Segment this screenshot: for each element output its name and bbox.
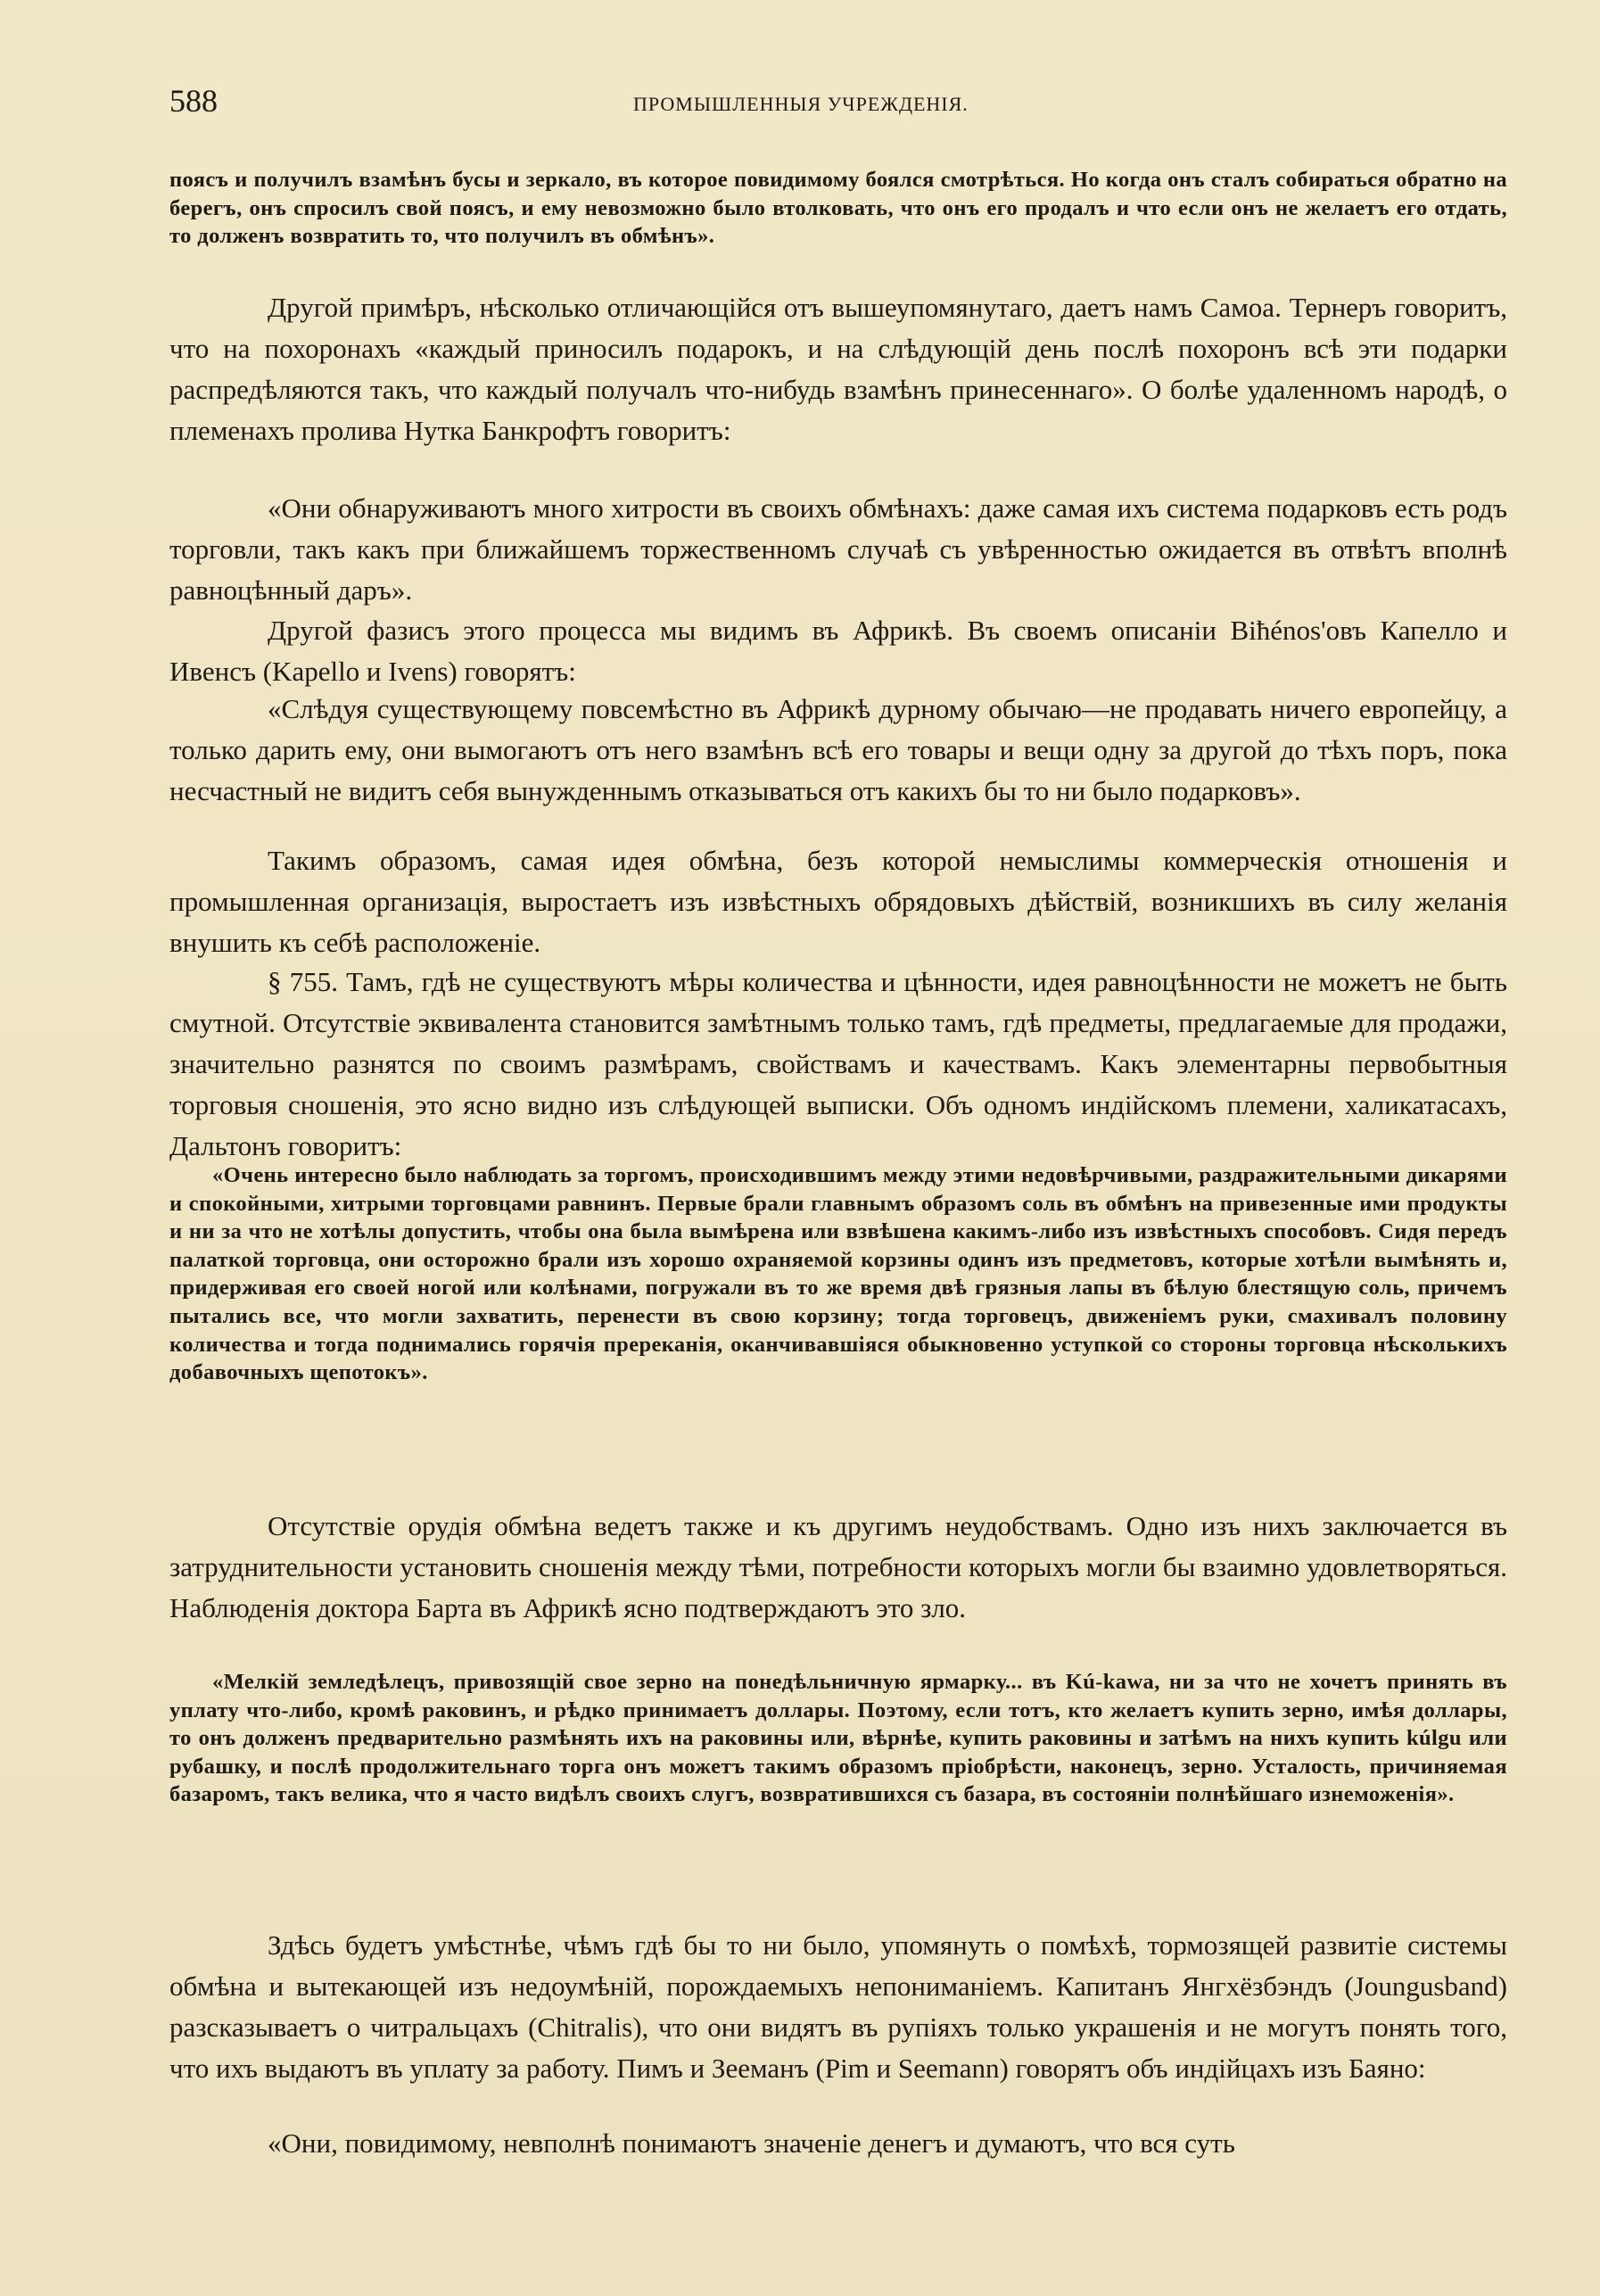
page-header (169, 82, 1507, 127)
paragraph-quote-continuation: поясъ и получилъ взамѣнъ бусы и зеркало, въ которое повидимому боялся смотрѣться. Но когда онъ сталъ собираться обратно на берегъ, онъ спросилъ свой поясъ, и ему невозможно было втолковать, что онъ его продалъ и что если онъ не желаетъ его отдать, то долженъ возвратить то, что получилъ въ обмѣнъ». (169, 168, 1507, 249)
paragraph-quote-dalton: «Очень интересно было наблюдать за торгомъ, происходившимъ между этими недовѣрчивыми, раздражительными дикарями и спокойными, хитрыми торговцами равнинъ. Первые брали главнымъ образомъ соль въ обмѣнъ на привезенные ими продукты и ни за что не хотѣлы допустить, чтобы она была вымѣрена или взвѣшена какимъ-либо изъ извѣстныхъ способовъ. Сидя передъ палаткой торговца, они осторожно брали изъ хорошо охраняемой корзины одинъ изъ предметовъ, которые хотѣли вымѣнять и, придерживая его своей ногой или колѣнами, погружали въ то же время двѣ грязныя лапы въ бѣлую блестящую соль, причемъ пытались все, что могли захватить, перенести въ свою корзину; тогда торговецъ, движеніемъ руки, смахивалъ половину количества и тогда поднимались горячія пререканія, оканчивавшіяся обыкновенно уступкой со стороны торговца нѣсколькихъ добавочныхъ щепотокъ». (169, 1163, 1507, 1385)
page-number: 588 (169, 83, 218, 119)
paragraph-quote-nootka: «Они обнаруживаютъ много хитрости въ своихъ обмѣнахъ: даже самая ихъ система подарковъ есть родъ торговли, такъ какъ при ближайшемъ торжественномъ случаѣ съ увѣренностью ожидается въ отвѣтъ вполнѣ равноцѣнный даръ». (169, 492, 1507, 606)
paragraph-samoa: Другой примѣръ, нѣсколько отличающійся отъ вышеупомянутаго, даетъ намъ Самоа. Тернеръ говоритъ, что на похоронахъ «каждый приносилъ подарокъ, и на слѣдующій день послѣ похоронъ всѣ эти подарки распредѣляются такъ, что каждый получалъ что-нибудь взамѣнъ принесеннаго». О болѣе удаленномъ народѣ, о племенахъ пролива Нутка Банкрофтъ говоритъ: (169, 292, 1507, 446)
paragraph-exchange-idea: Такимъ образомъ, самая идея обмѣна, безъ которой немыслимы коммерческія отношенія и промышленная организація, выростаетъ изъ извѣстныхъ обрядовыхъ дѣйствій, возникшихъ въ силу желанія внушить къ себѣ расположеніе. (169, 845, 1507, 958)
paragraph-section-755: § 755. Тамъ, гдѣ не существуютъ мѣры количества и цѣнности, идея равноцѣнности не можетъ не быть смутной. Отсутствіе эквивалента становится замѣтнымъ только тамъ, гдѣ предметы, предлагаемые для продажи, значительно разнятся по своимъ размѣрамъ, свойствамъ и качествамъ. Какъ элементарны первобытныя торговыя сношенія, это ясно видно изъ слѣдующей выписки. Объ одномъ индійскомъ племени, халикатасахъ, Дальтонъ говоритъ: (169, 966, 1507, 1161)
paragraph-africa: Другой фазисъ этого процесса мы видимъ въ Африкѣ. Въ своемъ описаніи Biћénos'овъ Капелло и Ивенсъ (Kapello и Ivens) говорятъ: (169, 615, 1507, 687)
paragraph-quote-capello-ivens: «Слѣдуя существующему повсемѣстно въ Африкѣ дурному обычаю—не продавать ничего европейцу, а только дарить ему, они вымогаютъ отъ него взамѣнъ всѣ его товары и вещи одну за другой до тѣхъ поръ, пока несчастный не видитъ себя вынужденнымъ отказываться отъ какихъ бы то ни было подарковъ». (169, 693, 1507, 806)
paragraph-younghusband: Здѣсь будетъ умѣстнѣе, чѣмъ гдѣ бы то ни было, упомянуть о помѣхѣ, тормозящей развитіе системы обмѣна и вытекающей изъ недоумѣній, порождаемыхъ непониманіемъ. Капитанъ Янгхёзбэндъ (Joungusband) разсказываетъ о читральцахъ (Chitralis), что они видятъ въ рупіяхъ только украшенія и не могутъ понять того, что ихъ выдаютъ въ уплату за работу. Пимъ и Зееманъ (Pim и Seemann) говорятъ объ индійцахъ изъ Баяно: (169, 1929, 1507, 2084)
paragraph-quote-barth: «Мелкій земледѣлецъ, привозящій свое зерно на понедѣльничную ярмарку... въ Kú-kawa, ни за что не хочетъ принять въ уплату что-либо, кромѣ раковинъ, и рѣдко принимаетъ доллары. Поэтому, если тотъ, кто желаетъ купить зерно, имѣя доллары, то онъ долженъ предварительно размѣнять ихъ на раковины или, вѣрнѣе, купить раковины и затѣмъ на нихъ купить kúlgu или рубашку, и послѣ продолжительнаго торга онъ можетъ такимъ образомъ пріобрѣсти, наконецъ, зерно. Усталость, причиняемая базаромъ, такъ велика, что я часто видѣлъ своихъ слугъ, возвратившихся съ базара, въ состояніи полнѣйшаго изнеможенія». (169, 1670, 1507, 1807)
paragraph-barth: Отсутствіе орудія обмѣна ведетъ также и къ другимъ неудобствамъ. Одно изъ нихъ заключается въ затруднительности установить сношенія между тѣми, потребности которыхъ могли бы взаимно удовлетворяться. Наблюденія доктора Барта въ Африкѣ ясно подтверждаютъ это зло. (169, 1510, 1507, 1623)
running-title: ПРОМЫШЛЕННЫЯ УЧРЕЖДЕНІЯ. (633, 93, 969, 115)
paragraph-quote-bayano: «Они, повидимому, невполнѣ понимаютъ значеніе денегъ и думаютъ, что вся суть (268, 2127, 1235, 2159)
